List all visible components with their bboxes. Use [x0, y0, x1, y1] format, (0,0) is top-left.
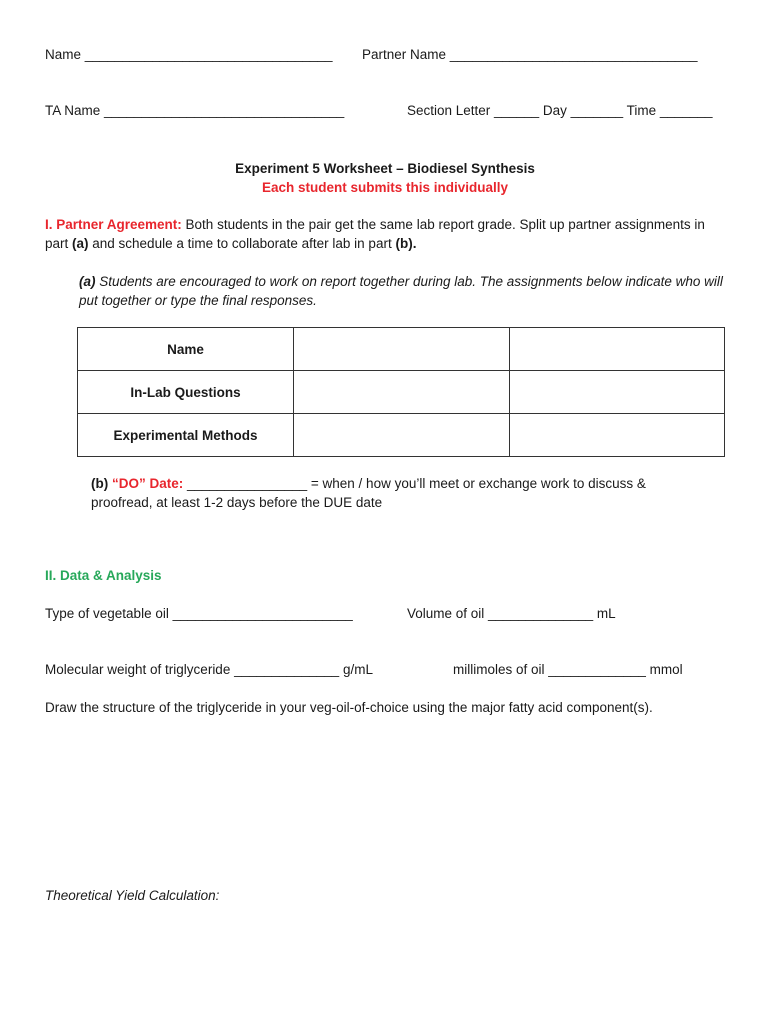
- student-1-name-cell[interactable]: [294, 328, 510, 371]
- row-label-experimental-methods: Experimental Methods: [78, 414, 294, 457]
- partner-agreement-heading: I. Partner Agreement:: [45, 217, 182, 232]
- partner-agreement-text-1: Both students in the pair get the same lab report grade. Split up partner assignments in part: [45, 217, 705, 251]
- row-label-in-lab-questions: In-Lab Questions: [78, 371, 294, 414]
- part-b-label: (b): [91, 476, 112, 491]
- worksheet-title: Experiment 5 Worksheet – Biodiesel Synthesis: [235, 161, 535, 176]
- student-2-methods-cell[interactable]: [510, 414, 725, 457]
- worksheet-subtitle: Each student submits this individually: [261, 180, 509, 195]
- part-a-label: (a): [79, 274, 96, 289]
- millimoles-field-line[interactable]: millimoles of oil _____________ mmol: [453, 662, 683, 677]
- draw-structure-instruction: Draw the structure of the triglyceride in your veg-oil-of-choice using the major fatty acid component(s).: [45, 700, 653, 715]
- table-row: [78, 414, 725, 457]
- student-1-in-lab-cell[interactable]: [294, 371, 510, 414]
- assignments-table: [77, 327, 725, 457]
- student-2-name-cell[interactable]: [510, 328, 725, 371]
- part-b-ref: (b).: [395, 236, 417, 251]
- data-analysis-heading: II. Data & Analysis: [45, 568, 162, 583]
- theoretical-yield-label: Theoretical Yield Calculation:: [45, 888, 220, 903]
- partner-agreement-text-2: and schedule a time to collaborate after lab in part: [88, 236, 396, 251]
- student-2-in-lab-cell[interactable]: [510, 371, 725, 414]
- partner-name-field-line[interactable]: Partner Name _________________________________: [362, 47, 698, 62]
- part-a-text: Students are encouraged to work on report together during lab. The assignments below indicate who will put together or type the final responses.: [79, 274, 723, 308]
- section-day-time-field-line[interactable]: Section Letter ______ Day _______ Time _______: [407, 103, 713, 118]
- volume-oil-field-line[interactable]: Volume of oil ______________ mL: [407, 606, 616, 621]
- part-a-ref: (a): [72, 236, 89, 251]
- part-a-paragraph: [79, 272, 729, 310]
- ta-name-field-line[interactable]: TA Name ________________________________: [45, 103, 345, 118]
- part-b-text: ________________ = when / how you’ll meet or exchange work to discuss & proofread, at least 1-2 days before the DUE date: [91, 476, 646, 510]
- part-b-paragraph: [91, 474, 711, 512]
- vegetable-oil-field-line[interactable]: Type of vegetable oil ________________________: [45, 606, 353, 621]
- do-date-label: “DO” Date:: [112, 476, 184, 491]
- molecular-weight-field-line[interactable]: Molecular weight of triglyceride ______________ g/mL: [45, 662, 373, 677]
- partner-agreement-paragraph: [45, 215, 730, 253]
- table-row: [78, 328, 725, 371]
- table-row: [78, 371, 725, 414]
- student-1-methods-cell[interactable]: [294, 414, 510, 457]
- row-label-name: Name: [78, 328, 294, 371]
- name-field-line[interactable]: Name _________________________________: [45, 47, 333, 62]
